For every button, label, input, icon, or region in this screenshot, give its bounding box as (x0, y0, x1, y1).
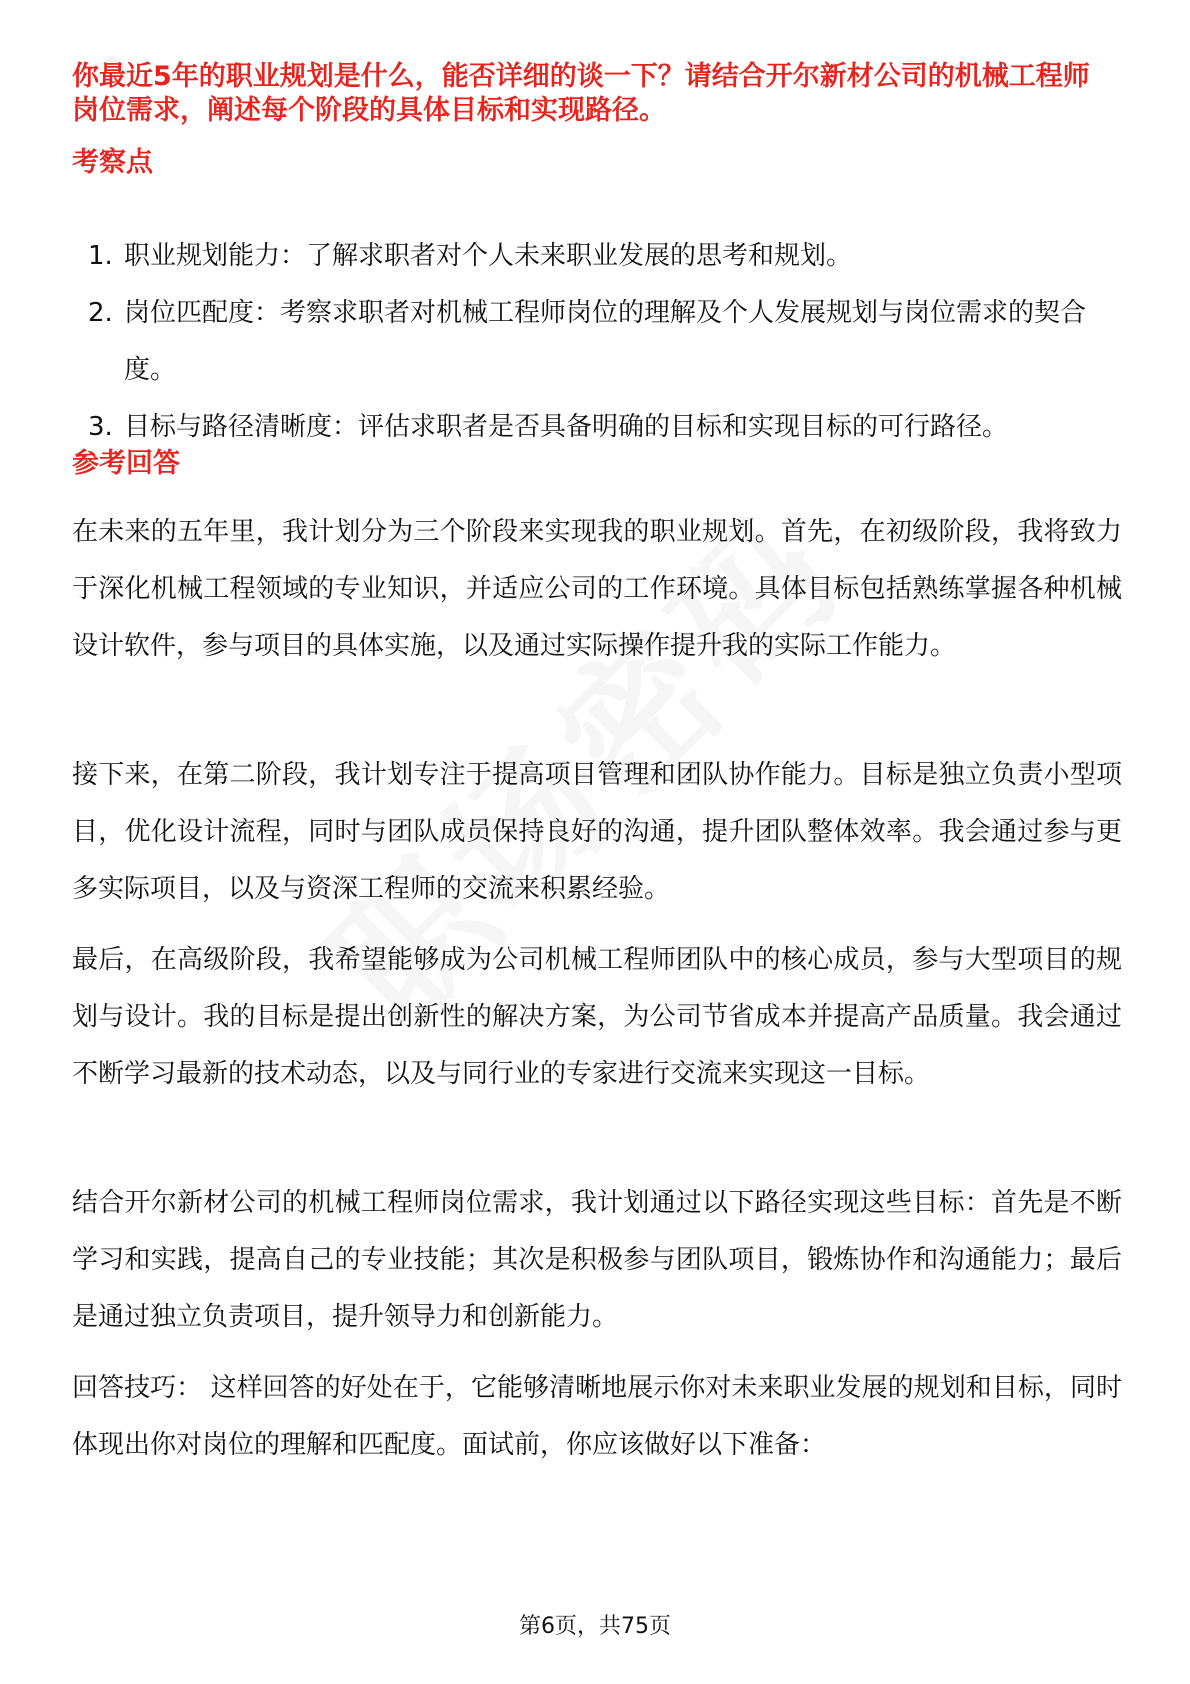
point-number: 1. (88, 241, 113, 271)
assessment-point-list (72, 228, 1122, 456)
assessment-point (72, 285, 1122, 399)
answer-paragraph: 结合开尔新材公司的机械工程师岗位需求，我计划通过以下路径实现这些目标：首先是不断学习和实践，提高自己的专业技能；其次是积极参与团队项目，锻炼协作和沟通能力；最后是通过独立负责项目，提升领导力和创新能力。 (72, 1188, 1122, 1332)
assessment-point (72, 399, 1122, 456)
answer-paragraph: 在未来的五年里，我计划分为三个阶段来实现我的职业规划。首先，在初级阶段，我将致力于深化机械工程领域的专业知识，并适应公司的工作环境。具体目标包括熟练掌握各种机械设计软件，参与项目的具体实施，以及通过实际操作提升我的实际工作能力。 (72, 517, 1122, 661)
answer-paragraph: 最后，在高级阶段，我希望能够成为公司机械工程师团队中的核心成员，参与大型项目的规划与设计。我的目标是提出创新性的解决方案，为公司节省成本并提高产品质量。我会通过不断学习最新的技术动态，以及与同行业的专家进行交流来实现这一目标。 (72, 945, 1122, 1089)
answer-heading: 参考回答 (72, 448, 180, 479)
point-number: 3. (88, 412, 113, 442)
point-number: 2. (88, 298, 113, 328)
answer-paragraph: 接下来，在第二阶段，我计划专注于提高项目管理和团队协作能力。目标是独立负责小型项目，优化设计流程，同时与团队成员保持良好的沟通，提升团队整体效率。我会通过参与更多实际项目，以及与资深工程师的交流来积累经验。 (72, 760, 1122, 904)
assessment-point (72, 228, 1122, 285)
point-text: 岗位匹配度：考察求职者对机械工程师岗位的理解及个人发展规划与岗位需求的契合度。 (124, 298, 1087, 385)
assessment-heading: 考察点 (72, 147, 153, 178)
page-footer: 第6页，共75页 (519, 1614, 671, 1639)
point-text: 职业规划能力：了解求职者对个人未来职业发展的思考和规划。 (124, 241, 853, 271)
point-text: 目标与路径清晰度：评估求职者是否具备明确的目标和实现目标的可行路径。 (124, 412, 1009, 442)
answer-tips-paragraph: 回答技巧： 这样回答的好处在于，它能够清晰地展示你对未来职业发展的规划和目标，同时体现出你对岗位的理解和匹配度。面试前，你应该做好以下准备： (72, 1373, 1122, 1460)
interview-question: 你最近5年的职业规划是什么，能否详细的谈一下？请结合开尔新材公司的机械工程师岗位需求，阐述每个阶段的具体目标和实现路径。 (72, 61, 1090, 126)
